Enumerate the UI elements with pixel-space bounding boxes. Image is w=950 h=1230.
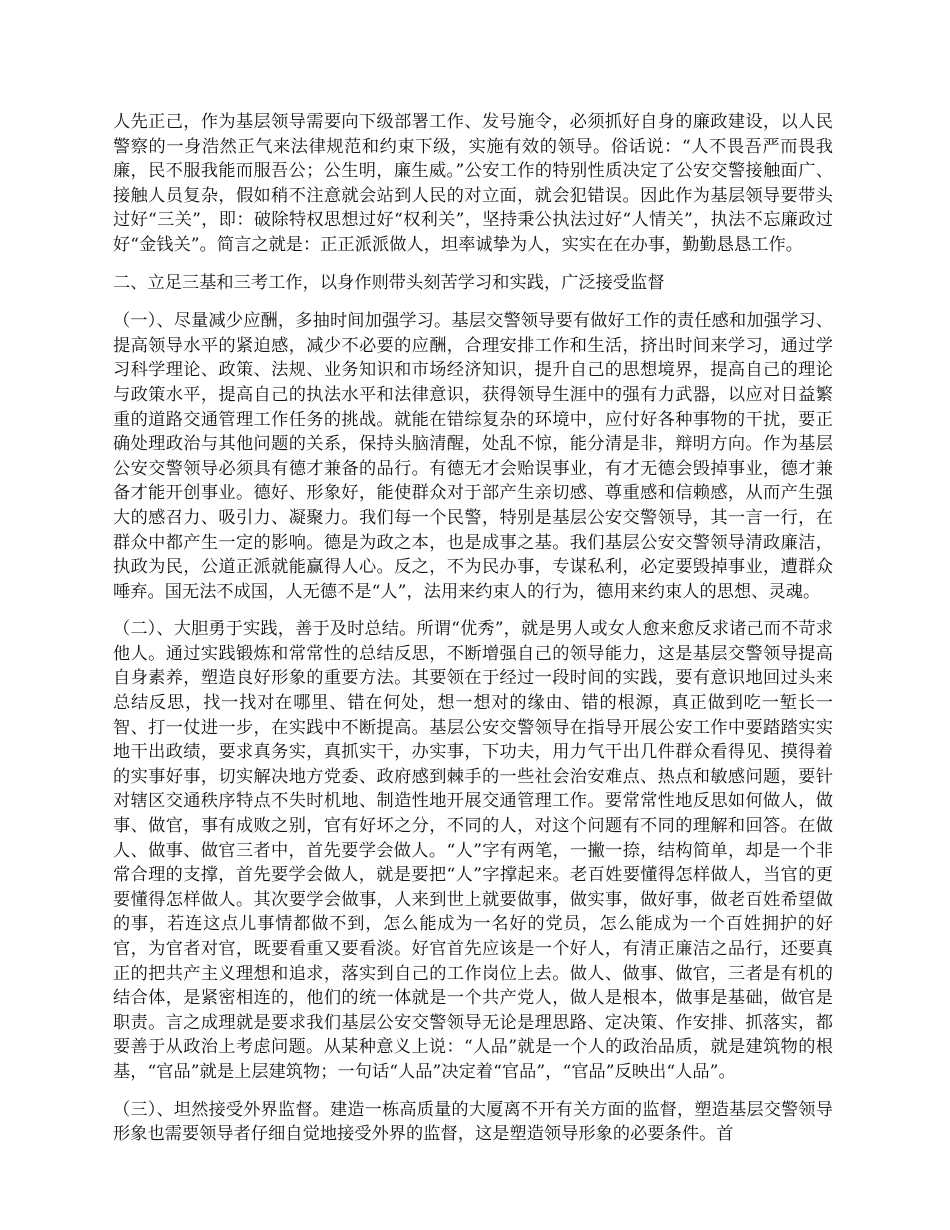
paragraph-section-1: （一）、尽量减少应酬，多抽时间加强学习。基层交警领导要有做好工作的责任感和加强学习、提高领导水平的紧迫感，减少不必要的应酬，合理安排工作和生活，挤出时间来学习，通过学习科学理论、政策、法规、业务知识和市场经济知识，提升自己的思想境界，提高自己的理论与政策水平，提高自己的执法水平和法律意识，获得领导生涯中的强有力武器，以应对日益繁重的道路交通管理工作任务的挑战。就能在错综复杂的环境中，应付好各种事物的干扰，要正确处理政治与其他问题的关系，保持头脑清醒，处乱不惊，能分清是非，辩明方向。作为基层公安交警领导必须具有德才兼备的品行。有德无才会贻误事业，有才无德会毁掉事业，德才兼备才能开创事业。德好、形象好，能使群众对于部产生亲切感、尊重感和信赖感，从而产生强大的感召力、吸引力、凝聚力。我们每一个民警，特别是基层公安交警领导，其一言一行，在群众中都产生一定的影响。德是为政之本，也是成事之基。我们基层公安交警领导清政廉洁，执政为民，公道正派就能赢得人心。反之，不为民办事，专谋私利，必定要毁掉事业，遭群众唾弃。国无法不成国，人无德不是“人”，法用来约束人的行为，德用来约束人的思想、灵魂。: [113, 311, 833, 602]
section-heading: 二、立足三基和三考工作，以身作则带头刻苦学习和实践，广泛接受监督: [113, 272, 665, 293]
paragraph-intro: 人先正己，作为基层领导需要向下级部署工作、发号施令，必须抓好自身的廉政建设，以人民警察的一身浩然正气来法律规范和约束下级，实施有效的领导。俗话说：“人不畏吾严而畏我廉，民不服我能而服吾公；公生明，廉生威。”公安工作的特别性质决定了公安交警接触面广、接触人员复杂，假如稍不注意就会站到人民的对立面，就会犯错误。因此作为基层领导要带头过好“三关”，即：破除特权思想过好“权利关”，坚持秉公执法过好“人情关”，执法不忘廉政过好“金钱关”。简言之就是：正正派派做人，坦率诚挚为人，实实在在办事，勤勤恳恳工作。: [113, 112, 833, 255]
paragraph-section-2: （二）、大胆勇于实践，善于及时总结。所谓“优秀”，就是男人或女人愈来愈反求诸己而不苛求他人。通过实践锻炼和常常性的总结反思，不断增强自己的领导能力，这是基层交警领导提高自身素养，塑造良好形象的重要方法。其要领在于经过一段时间的实践，要有意识地回过头来总结反思，找一找对在哪里、错在何处，想一想对的缘由、错的根源，真正做到吃一堑长一智、打一仗进一步，在实践中不断提高。基层公安交警领导在指导开展公安工作中要踏踏实实地干出政绩，要求真务实，真抓实干，办实事，下功夫，用力气干出几件群众看得见、摸得着的实事好事，切实解决地方党委、政府感到棘手的一些社会治安难点、热点和敏感问题，要针对辖区交通秩序特点不失时机地、制造性地开展交通管理工作。要常常性地反思如何做人，做事、做官，事有成败之别，官有好坏之分，不同的人，对这个问题有不同的理解和回答。在做人、做事、做官三者中，首先要学会做人。“人”字有两笔，一撇一捺，结构简单，却是一个非常合理的支撑，首先要学会做人，就是要把“人”字撑起来。老百姓要懂得怎样做人，当官的更要懂得怎样做人。其次要学会做事，人来到世上就要做事，做实事，做好事，做老百姓希望做的事，若连这点儿事情都做不到，怎么能成为一名好的党员，怎么能成为一个百姓拥护的好官，为官者对官，既要看重又要看淡。好官首先应该是一个好人，有清正廉洁之品行，还要真正的把共产主义理想和追求，落实到自己的工作岗位上去。做人、做事、做官，三者是有机的结合体，是紧密相连的，他们的统一体就是一个共产党人，做人是根本，做事是基础，做官是职责。言之成理就是要求我们基层公安交警领导无论是理思路、定决策、作安排、抓落实，都要善于从政治上考虑问题。从某种意义上说：“人品”就是一个人的政治品质，就是建筑物的根基，“官品”就是上层建筑物；一句话“人品”决定着“官品”，“官品”反映出“人品”。: [113, 619, 833, 1082]
document-page: [113, 110, 833, 1160]
paragraph-section-3: （三）、坦然接受外界监督。建造一栋高质量的大厦离不开有关方面的监督，塑造基层交警领导形象也需要领导者仔细自觉地接受外界的监督，这是塑造领导形象的必要条件。首: [113, 1099, 833, 1145]
